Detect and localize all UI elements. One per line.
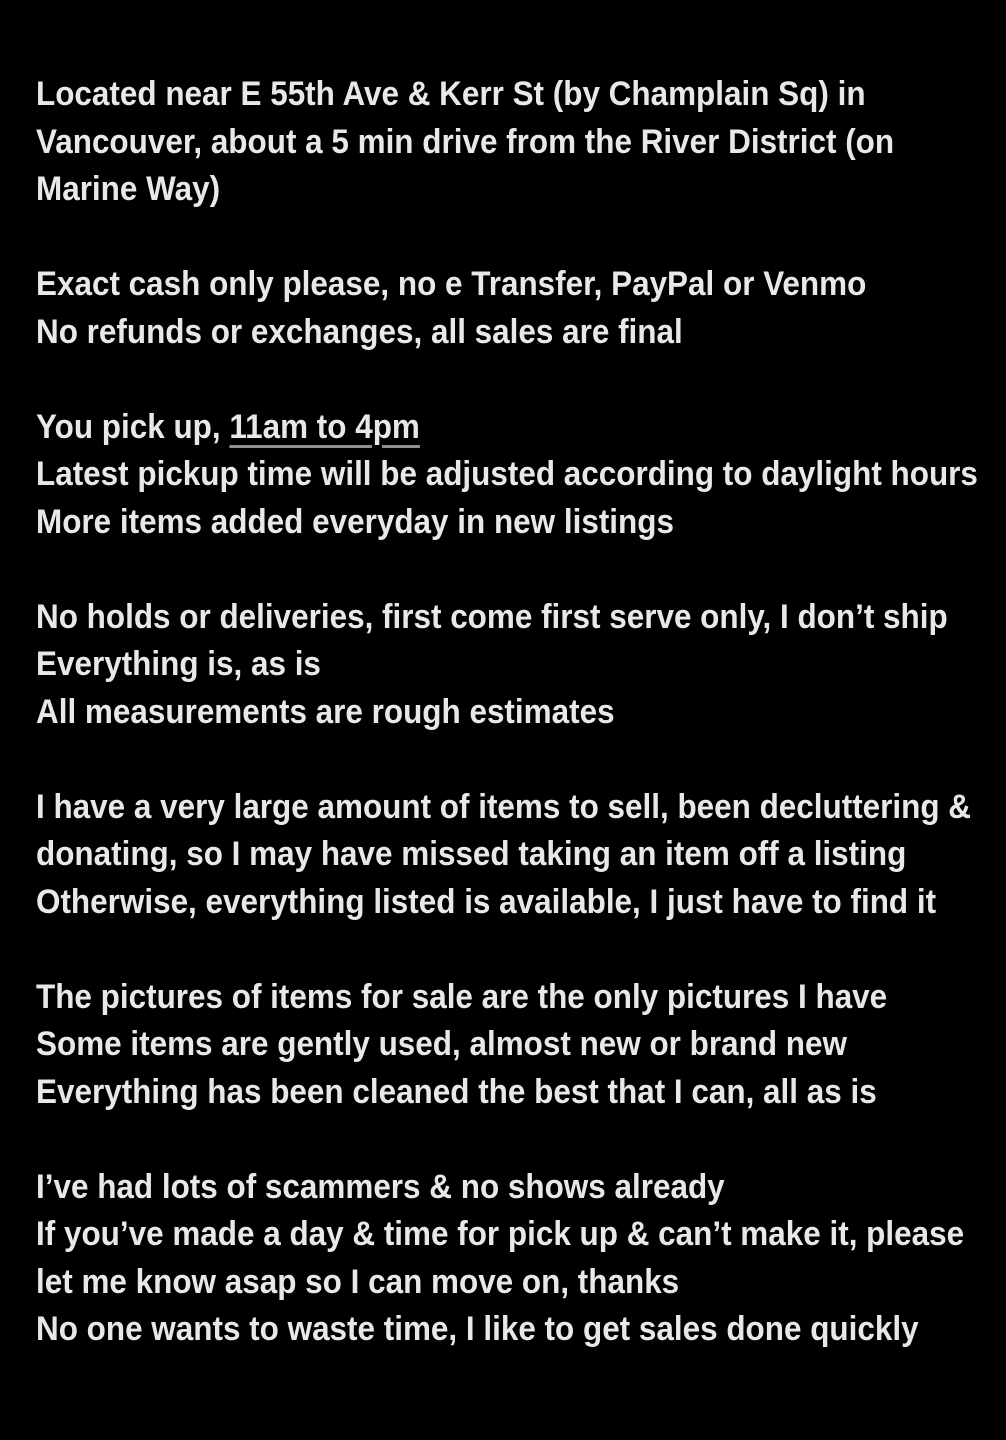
text-line <box>36 1211 978 1259</box>
text-segment: let me know asap so I can move on, thanks <box>36 1262 680 1301</box>
text-segment: More items added everyday in new listings <box>36 502 674 541</box>
text-line <box>36 831 978 879</box>
underlined-text: 11am to 4pm <box>229 407 420 446</box>
text-segment: No refunds or exchanges, all sales are final <box>36 312 683 351</box>
paragraph <box>36 784 978 927</box>
text-line <box>36 784 978 832</box>
paragraph <box>36 261 978 356</box>
text-segment: I’ve had lots of scammers & no shows already <box>36 1167 725 1206</box>
text-segment: Some items are gently used, almost new or brand new <box>36 1025 847 1063</box>
listing-description <box>36 71 978 1354</box>
text-line <box>36 166 978 214</box>
text-line <box>36 309 978 357</box>
text-segment: No one wants to waste time, I like to get sales done quickly <box>36 1310 919 1348</box>
paragraph <box>36 974 978 1117</box>
text-segment: Vancouver, about a 5 min drive from the River District (on <box>36 122 895 161</box>
text-segment: Exact cash only please, no e Transfer, PayPal or Venmo <box>36 265 867 303</box>
text-segment: Latest pickup time will be adjusted according to daylight hours <box>36 455 978 493</box>
text-segment: Marine Way) <box>36 170 221 208</box>
text-segment: The pictures of items for sale are the only pictures I have <box>36 977 888 1016</box>
text-line <box>36 641 978 689</box>
text-segment: Located near E 55th Ave & Kerr St (by Champlain Sq) in <box>36 75 866 113</box>
text-line <box>36 689 978 737</box>
text-line <box>36 451 978 499</box>
text-segment: I have a very large amount of items to sell, been decluttering & <box>36 787 972 826</box>
paragraph <box>36 594 978 737</box>
paragraph <box>36 404 978 547</box>
text-segment: No holds or deliveries, first come first serve only, I don’t ship <box>36 597 948 636</box>
text-segment: Everything has been cleaned the best that I can, all as is <box>36 1072 877 1111</box>
text-line <box>36 404 978 452</box>
text-segment: If you’ve made a day & time for pick up & can’t make it, please <box>36 1215 965 1253</box>
text-segment: You pick up, <box>36 407 230 446</box>
text-segment: All measurements are rough estimates <box>36 692 615 731</box>
text-line <box>36 1164 978 1212</box>
text-line <box>36 879 978 927</box>
text-line <box>36 1021 978 1069</box>
text-line <box>36 119 978 167</box>
text-segment: Everything is, as is <box>36 645 321 683</box>
paragraph <box>36 71 978 214</box>
text-line <box>36 499 978 547</box>
text-line <box>36 1259 978 1307</box>
paragraph <box>36 1164 978 1354</box>
text-line <box>36 974 978 1022</box>
text-line <box>36 594 978 642</box>
text-segment: Otherwise, everything listed is available, I just have to find it <box>36 882 937 921</box>
text-line <box>36 261 978 309</box>
text-line <box>36 1069 978 1117</box>
text-line <box>36 1306 978 1354</box>
text-line <box>36 71 978 119</box>
text-segment: donating, so I may have missed taking an item off a listing <box>36 835 907 873</box>
